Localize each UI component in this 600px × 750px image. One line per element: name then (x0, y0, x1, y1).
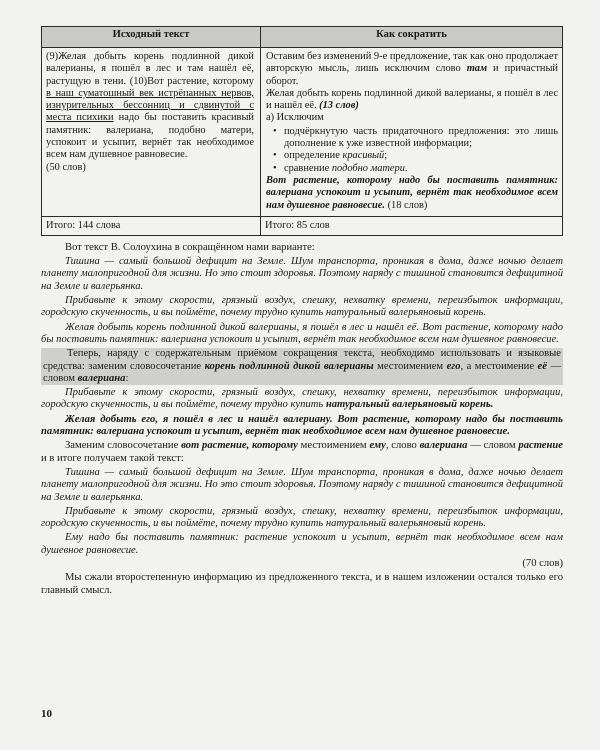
final-word-count: (70 слов) (522, 557, 563, 569)
source-text-part2: надо бы поставить красивый памятник: валериана, подобно матери, успокоит и усыпит, вернёт так необходимое всем нам душевное равновесие. (46, 112, 254, 161)
total-shortened: Итого: 85 слов (261, 216, 563, 235)
source-text-part1: (9)Желая добыть корень подлинной дикой валерианы, я пошёл в лес и там нашёл её, растущую в тени. (10)Вот растение, которому (46, 51, 254, 87)
header-source-text: Исходный текст (42, 27, 261, 48)
source-text-cell (42, 48, 261, 217)
variant1-paragraph1: Тишина — самый большой дефицит на Земле. Шум транспорта, проникая в дома, даже ночью делает планету малопригодной для жизни. Но это стоит здоровья. Поэтому наряду с тишиной становится дефицитной на Земле и валерьянка. (41, 256, 563, 292)
variant1-paragraph3: Желая добыть корень подлинной дикой валерианы, я пошёл в лес и нашёл её. Вот растение, которому надо бы поставить памятник: валериана успокоит и усыпит, вернёт так необходимое всем нам душевное равновесие. (41, 321, 563, 345)
method-paragraph-2: Заменим словосочетание вот растение, которому местоимением ему, слово валериана — словом растение и в итоге получаем такой текст: (41, 440, 563, 464)
source-word-count: (50 слов) (46, 161, 86, 173)
shortened-sentence: Вот растение, которому надо бы поставить памятник: валериана успокоит и усыпит, вернёт так необходимое всем нам душевное равновесие. (266, 174, 558, 211)
source-text-underlined: в наш суматошный век истрёпанных нервов, изнурительных бессонниц и сдвинутой с места психики (46, 87, 254, 124)
page-content (41, 26, 563, 599)
body-text (41, 242, 563, 597)
method-text: и причастный оборот. (266, 63, 558, 87)
variant3-paragraph2: Прибавьте к этому скорости, грязный воздух, спешку, нехватку времени, переизбыток информации, городскую скученность, и вы поймёте, почему трудно купить натуральный валерьяновый корень. (41, 505, 563, 530)
method-text: Оставим без изменений 9-е предложение, так как оно продолжает авторскую мысль, лишь исключим слово (266, 51, 558, 75)
variant3-paragraph3: Ему надо бы поставить памятник: растение успокоит и усыпит, вернёт так необходимое всем нам душевное равновесие. (41, 532, 563, 556)
header-how-to-shorten: Как сократить (261, 27, 563, 48)
exclusion-list (266, 126, 558, 175)
page-number: 10 (41, 708, 52, 720)
comparison-table (41, 26, 563, 236)
shortened-sentence-count: (18 слов) (384, 199, 428, 211)
kept-sentence: Желая добыть корень подлинной дикой валерианы, я пошёл в лес и нашёл её. (266, 87, 558, 112)
list-item: • определение красивый; (284, 150, 558, 162)
outro-paragraph: Мы сжали второстепенную информацию из предложенного текста, и в нашем изложении остался только его главный смысл. (41, 572, 563, 596)
total-source: Итого: 144 слова (42, 216, 261, 235)
shorten-method-cell (261, 48, 563, 217)
variant2-paragraph2: Желая добыть его, я пошёл в лес и нашёл валериану. Вот растение, которому надо бы поставить памятник: валериана успокоит и усыпит, вернёт так необходимое всем нам душевное равновесие. (41, 413, 563, 438)
kept-sentence-count: (13 слов) (319, 100, 359, 112)
list-item: • сравнение подобно матери. (284, 163, 558, 175)
variant3-paragraph1: Тишина — самый большой дефицит на Земле. Шум транспорта, проникая в дома, даже ночью делает планету малопригодной для жизни. Но это стоит здоровья. Поэтому наряду с тишиной становится дефицитной на Земле и валерьянка. (41, 466, 563, 503)
method-keyword: там (466, 63, 488, 75)
variant1-paragraph2: Прибавьте к этому скорости, грязный воздух, спешку, нехватку времени, переизбыток информации, городскую скученность, и вы поймёте, почему трудно купить натуральный валерьяновый корень. (41, 295, 563, 319)
method-paragraph-1: Теперь, наряду с содержательным приёмом сокращения текста, необходимо использовать и языковые средства: заменим словосочетание корень подлинной дикой валерианы местоимением его, а местоимение её — словом валериана: (43, 348, 561, 384)
variant2-paragraph1: Прибавьте к этому скорости, грязный воздух, спешку, нехватку времени, переизбыток информации, городскую скученность, и вы поймёте, почему трудно купить натуральный валерьяновый корень. (41, 387, 563, 411)
intro-paragraph: Вот текст В. Солоухина в сокращённом нами варианте: (65, 241, 315, 253)
list-item: • подчёркнутую часть придаточного предложения: это лишь дополнение к уже известной информации; (284, 126, 558, 151)
exclude-label: а) Исключим (266, 112, 324, 124)
